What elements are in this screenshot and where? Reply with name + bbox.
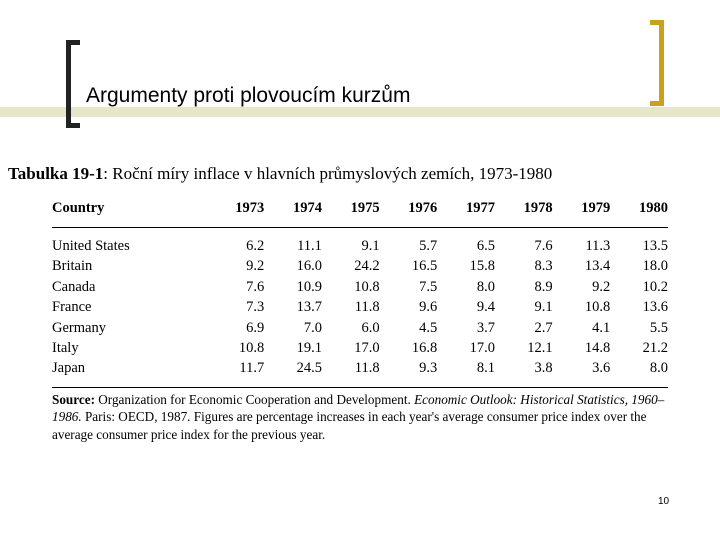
inflation-value-cell: 10.2 — [642, 278, 668, 295]
inflation-value-cell: 3.8 — [534, 360, 553, 377]
table-row — [52, 297, 668, 317]
inflation-value-cell: 13.6 — [642, 299, 668, 316]
inflation-value-cell: 11.3 — [585, 238, 611, 254]
inflation-value-cell: 13.4 — [584, 258, 611, 275]
title-band — [0, 107, 720, 117]
header-year: 1977 — [465, 200, 495, 216]
inflation-value-cell: 9.2 — [246, 258, 265, 275]
table-row — [52, 236, 668, 256]
inflation-value-cell: 8.1 — [476, 360, 495, 377]
inflation-value-cell: 3.7 — [476, 319, 495, 336]
inflation-value-cell: 11.1 — [297, 238, 322, 254]
country-cell: Britain — [52, 258, 93, 275]
source-text: Paris: OECD, 1987. Figures are percentage increases in each year's average consumer price index over the average consumer price index for the previous year. — [52, 409, 647, 442]
header-year: 1973 — [235, 200, 265, 216]
inflation-value-cell: 7.6 — [534, 238, 553, 254]
country-cell: Japan — [52, 360, 86, 377]
inflation-value-cell: 10.9 — [296, 278, 322, 295]
slide-title: Argumenty proti plovoucím kurzům — [86, 84, 411, 107]
inflation-value-cell: 8.0 — [649, 360, 668, 377]
inflation-value-cell: 18.0 — [642, 258, 668, 275]
right-bracket-decoration — [650, 20, 664, 106]
table-row — [52, 358, 668, 378]
inflation-value-cell: 9.3 — [419, 360, 438, 377]
source-note — [52, 391, 668, 444]
page-number: 10 — [658, 496, 670, 507]
inflation-value-cell: 17.0 — [354, 340, 380, 357]
inflation-value-cell: 16.5 — [411, 258, 438, 275]
inflation-value-cell: 7.6 — [246, 278, 265, 295]
inflation-value-cell: 5.5 — [649, 319, 668, 336]
table-row — [52, 318, 668, 338]
table-header-row — [52, 196, 668, 228]
country-cell: Canada — [52, 278, 96, 295]
inflation-value-cell: 2.7 — [534, 319, 553, 336]
inflation-value-cell: 8.3 — [534, 258, 553, 275]
source-text: Organization for Economic Cooperation and Development. — [94, 391, 415, 407]
inflation-value-cell: 4.1 — [592, 319, 611, 336]
header-country: Country — [52, 200, 105, 216]
inflation-value-cell: 9.4 — [476, 299, 495, 316]
inflation-value-cell: 7.5 — [419, 278, 438, 295]
inflation-value-cell: 7.0 — [303, 319, 322, 336]
header-year: 1974 — [292, 200, 322, 216]
table-caption — [8, 164, 552, 184]
inflation-value-cell: 21.2 — [642, 340, 668, 357]
inflation-value-cell: 9.1 — [534, 299, 553, 316]
inflation-value-cell: 19.1 — [296, 340, 322, 357]
inflation-table — [52, 196, 668, 379]
inflation-value-cell: 10.8 — [238, 340, 265, 357]
header-year: 1976 — [408, 200, 438, 216]
caption-text: : Roční míry inflace v hlavních průmyslových zemích, 1973-1980 — [103, 164, 553, 183]
header-year: 1978 — [523, 200, 553, 216]
inflation-value-cell: 6.9 — [246, 319, 265, 336]
source-title: Economic Outlook: Historical Statistics, 1960–1986. — [52, 391, 665, 425]
table-row — [52, 256, 668, 276]
inflation-value-cell: 10.8 — [584, 299, 611, 316]
inflation-table-block — [52, 196, 668, 443]
country-cell: France — [52, 299, 92, 316]
inflation-value-cell: 24.5 — [296, 360, 322, 377]
country-cell: Italy — [52, 340, 79, 357]
header-year: 1975 — [350, 200, 380, 216]
table-row — [52, 338, 668, 358]
inflation-value-cell: 11.7 — [239, 360, 265, 377]
country-cell: Germany — [52, 319, 106, 336]
table-row — [52, 277, 668, 297]
header-year: 1980 — [639, 200, 668, 216]
inflation-value-cell: 8.9 — [534, 278, 553, 295]
inflation-value-cell: 15.8 — [469, 258, 495, 275]
inflation-value-cell: 9.6 — [419, 299, 438, 316]
inflation-value-cell: 11.8 — [354, 360, 380, 377]
left-bracket-decoration — [66, 40, 80, 128]
inflation-value-cell: 6.5 — [476, 238, 495, 254]
country-cell: United States — [52, 238, 130, 254]
inflation-value-cell: 13.7 — [296, 299, 322, 316]
inflation-value-cell: 6.2 — [246, 238, 265, 254]
source-divider — [52, 387, 668, 388]
inflation-value-cell: 11.8 — [354, 299, 380, 316]
inflation-value-cell: 4.5 — [419, 319, 438, 336]
inflation-value-cell: 8.0 — [476, 278, 495, 295]
inflation-value-cell: 10.8 — [354, 278, 380, 295]
inflation-value-cell: 17.0 — [469, 340, 495, 357]
inflation-value-cell: 6.0 — [361, 319, 380, 336]
inflation-value-cell: 16.0 — [296, 258, 322, 275]
header-year: 1979 — [581, 200, 611, 216]
inflation-value-cell: 5.7 — [419, 238, 438, 254]
inflation-value-cell: 3.6 — [592, 360, 611, 377]
caption-label: Tabulka 19-1 — [8, 164, 104, 183]
inflation-value-cell: 24.2 — [354, 258, 380, 275]
inflation-value-cell: 12.1 — [527, 340, 553, 357]
source-label: Source: — [52, 391, 95, 407]
inflation-value-cell: 14.8 — [584, 340, 611, 357]
inflation-value-cell: 16.8 — [411, 340, 438, 357]
inflation-value-cell: 7.3 — [246, 299, 265, 316]
inflation-value-cell: 9.1 — [361, 238, 380, 254]
inflation-value-cell: 13.5 — [642, 238, 668, 254]
inflation-value-cell: 9.2 — [592, 278, 611, 295]
